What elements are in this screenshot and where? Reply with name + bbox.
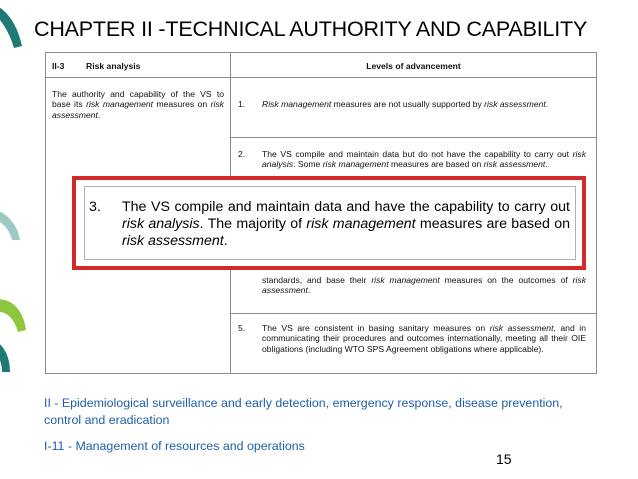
level-number: 1.	[238, 99, 246, 109]
indicator-description: The authority and capability of the VS to base its risk management measures on risk assessment.	[52, 89, 224, 120]
row-divider	[231, 137, 596, 138]
footer-subsection: I-11 - Management of resources and operations	[44, 439, 305, 453]
header-divider	[46, 77, 596, 78]
footer-chapter-section: II - Epidemiological surveillance and early detection, emergency response, disease prevention, control and eradication	[44, 396, 563, 427]
callout-level-text: The VS compile and maintain data and have the capability to carry out risk analysis. The majority of risk management measures are based on risk assessment.	[122, 199, 570, 250]
level-text: standards, and base their risk management measures on the outcomes of risk assessment.	[262, 275, 586, 296]
levels-header: Levels of advancement	[366, 61, 461, 71]
page-number: 15	[496, 451, 512, 467]
indicator-code: II-3	[52, 61, 65, 71]
indicator-name: Risk analysis	[86, 61, 141, 71]
logo-swoosh-icon	[0, 0, 30, 479]
logo-fragment	[0, 0, 30, 479]
level-number: 5.	[238, 323, 246, 333]
level-number: 2.	[238, 149, 246, 159]
callout-level-number: 3.	[89, 199, 101, 215]
level-text: The VS are consistent in basing sanitary measures on risk assessment, and in communicating their procedures and outcomes internationally, meeting all their OIE obligations (including WTO SPS Agreement obligations where applicable).	[262, 323, 586, 354]
level-text: The VS compile and maintain data but do not have the capability to carry out risk analysis. Some risk management measures are based on risk assessment.	[262, 149, 586, 170]
highlighted-level-callout	[72, 176, 586, 270]
row-divider	[231, 313, 596, 314]
level-text: Risk management measures are not usually supported by risk assessment.	[262, 99, 549, 109]
slide-title: CHAPTER II -TECHNICAL AUTHORITY AND CAPABILITY	[34, 17, 588, 41]
